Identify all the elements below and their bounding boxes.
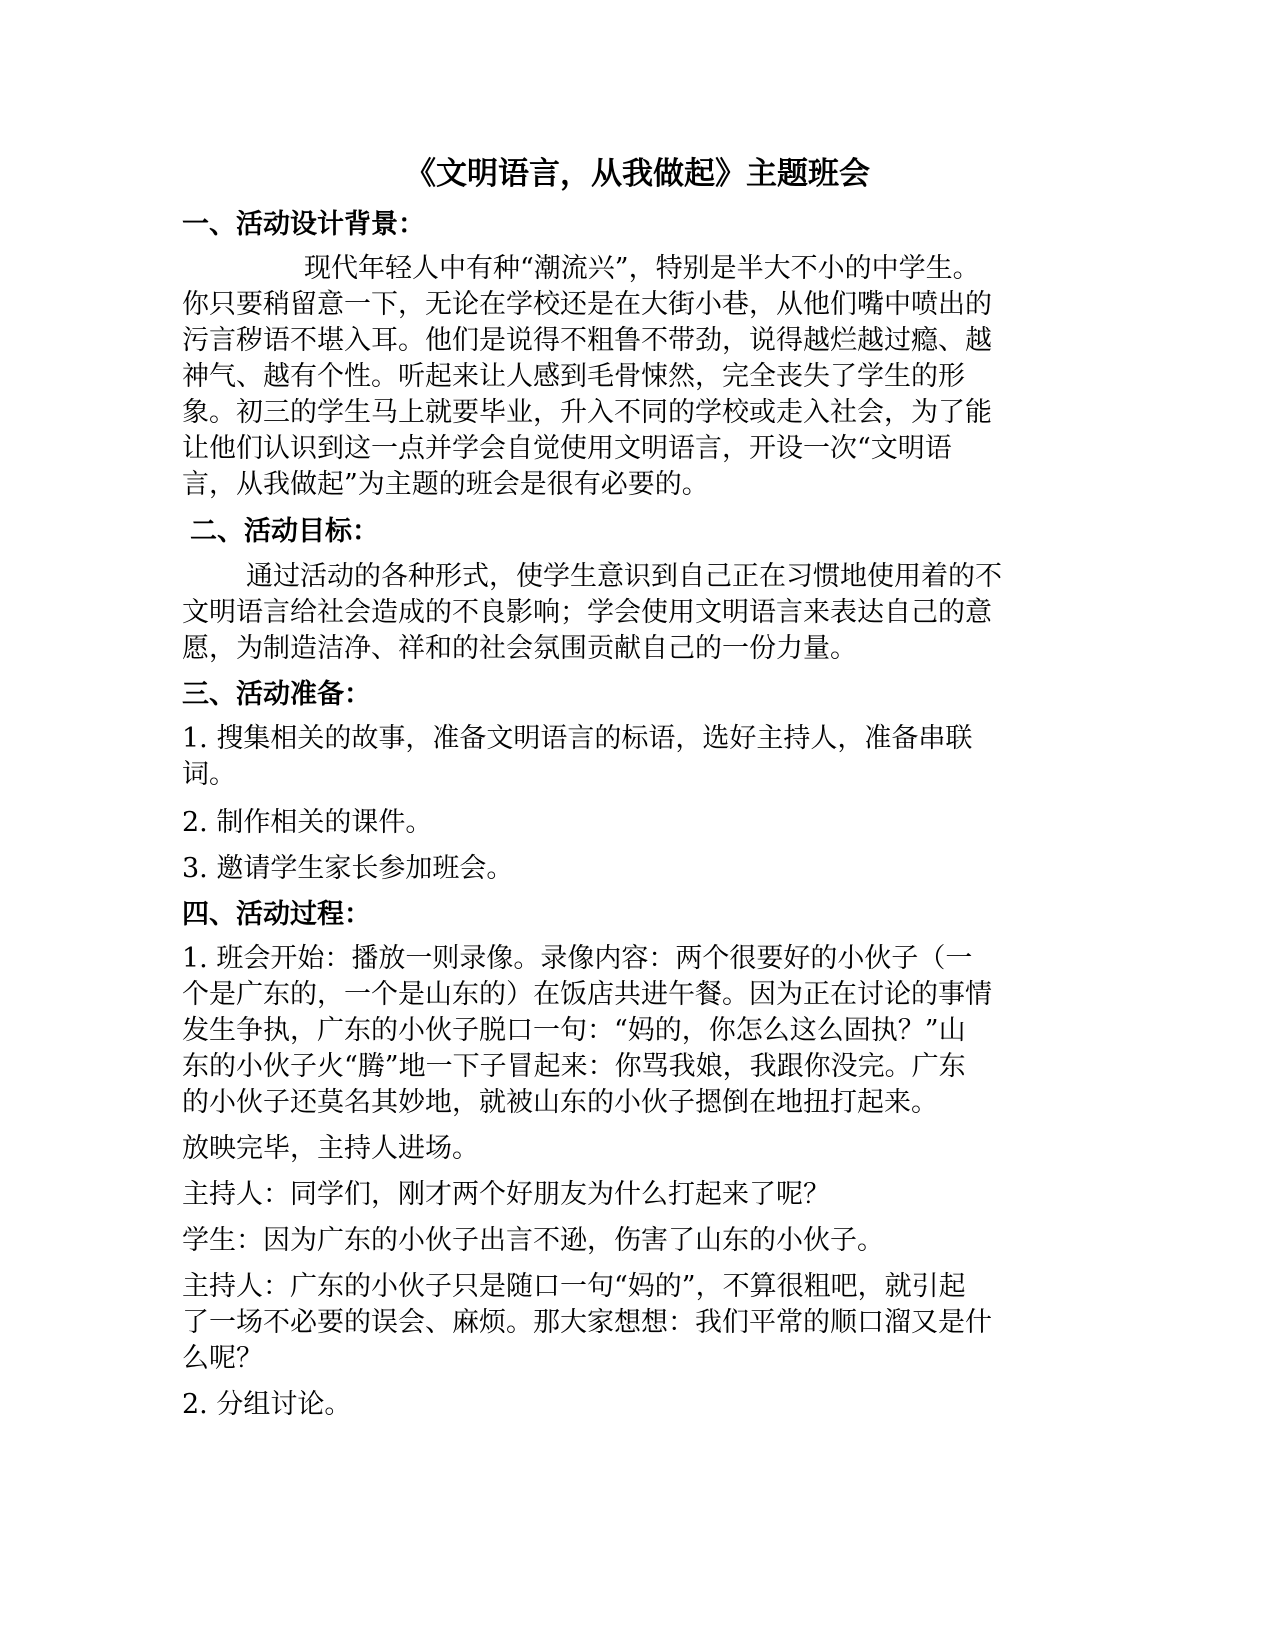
dialogue-line: 主持人：同学们，刚才两个好朋友为什么打起来了呢？ [182,1179,830,1210]
paragraph-line: 通过活动的各种形式，使学生意识到自己正在习惯地使用着的不 [246,561,1002,592]
paragraph-line: 放映完毕，主持人进场。 [182,1133,479,1164]
list-item-continuation: 词。 [182,759,236,790]
dialogue-line: 了一场不必要的误会、麻烦。那大家想想：我们平常的顺口溜又是什 [182,1307,992,1338]
section-heading-preparation: 三、活动准备： [182,679,371,710]
paragraph-line: 发生争执，广东的小伙子脱口一句：“妈的，你怎么这么固执？”山 [182,1015,966,1046]
paragraph-line: 1. 班会开始：播放一则录像。录像内容：两个很要好的小伙子（一 [182,943,973,974]
paragraph-line: 神气、越有个性。听起来让人感到毛骨悚然，完全丧失了学生的形 [182,361,965,392]
section-heading-goals: 二、活动目标： [190,516,379,547]
paragraph-line: 愿，为制造洁净、祥和的社会氛围贡献自己的一份力量。 [182,633,857,664]
dialogue-line: 么呢？ [182,1343,263,1374]
paragraph-line: 让他们认识到这一点并学会自觉使用文明语言，开设一次“文明语 [182,433,952,464]
list-item: 2. 分组讨论。 [182,1389,352,1420]
paragraph-line: 东的小伙子火“腾”地一下子冒起来：你骂我娘，我跟你没完。广东 [182,1051,966,1082]
paragraph-line: 现代年轻人中有种“潮流兴”，特别是半大不小的中学生。 [304,253,980,284]
paragraph-line: 污言秽语不堪入耳。他们是说得不粗鲁不带劲，说得越烂越过瘾、越 [182,325,992,356]
section-heading-process: 四、活动过程： [182,899,371,930]
paragraph-line: 个是广东的，一个是山东的）在饭店共进午餐。因为正在讨论的事情 [182,979,992,1010]
list-item: 3. 邀请学生家长参加班会。 [182,853,514,884]
dialogue-line: 主持人：广东的小伙子只是随口一句“妈的”，不算很粗吧，就引起 [182,1271,966,1302]
paragraph-line: 文明语言给社会造成的不良影响；学会使用文明语言来表达自己的意 [182,597,992,628]
paragraph-line: 的小伙子还莫名其妙地，就被山东的小伙子摁倒在地扭打起来。 [182,1087,938,1118]
section-heading-background: 一、活动设计背景： [182,209,425,240]
list-item: 1. 搜集相关的故事，准备文明语言的标语，选好主持人，准备串联 [182,723,973,754]
paragraph-line: 你只要稍留意一下，无论在学校还是在大街小巷，从他们嘴中喷出的 [182,289,992,320]
document-title: 《文明语言，从我做起》主题班会 [405,156,870,192]
dialogue-line: 学生：因为广东的小伙子出言不逊，伤害了山东的小伙子。 [182,1225,884,1256]
list-item: 2. 制作相关的课件。 [182,807,433,838]
paragraph-line: 象。初三的学生马上就要毕业，升入不同的学校或走入社会，为了能 [182,397,992,428]
paragraph-line: 言，从我做起”为主题的班会是很有必要的。 [182,469,709,500]
